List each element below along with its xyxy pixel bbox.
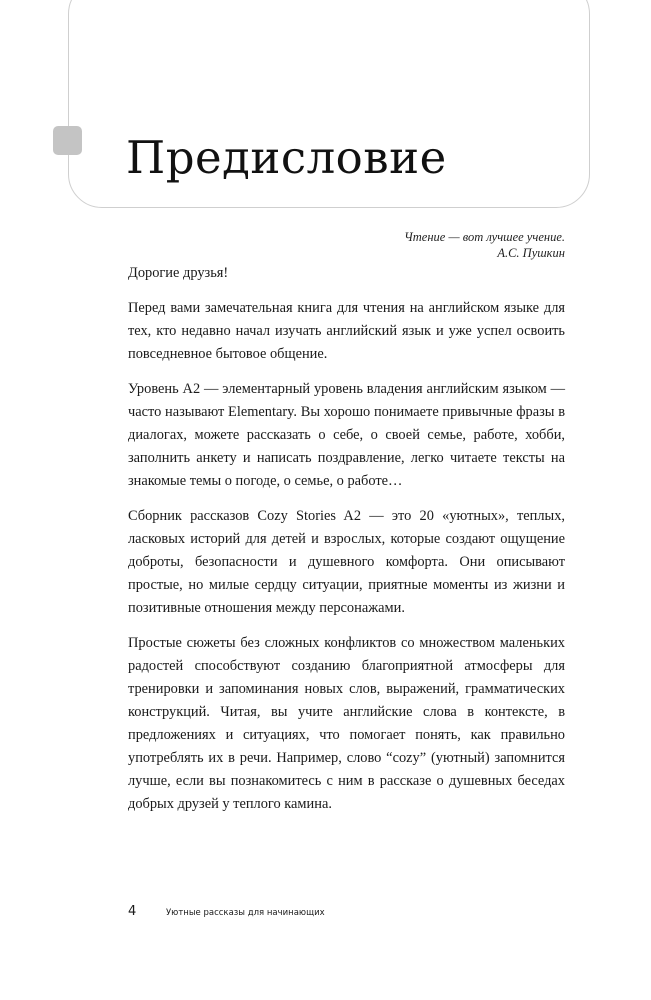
paragraph: Сборник рассказов Cozy Stories A2 — это 20 «уютных», теплых, ласковых историй для детей и взрослых, которые создают ощущение доброты, безопасности и душевного комфорта. Они описывают простые, но милые сердцу ситуации, приятные моменты из жизни и позитивные отношения между персонажами. bbox=[128, 508, 565, 616]
paragraph: Уровень A2 — элементарный уровень владения английским языком — часто называют Elementary. Вы хорошо понимаете привычные фразы в диалогах, можете рассказать о себе, о своей семье, работе, хобби, заполнить анкету и написать поздравление, легко читаете тексты на знакомые темы о погоде, о семье, о работе… bbox=[128, 381, 565, 489]
greeting: Дорогие друзья! bbox=[128, 265, 229, 281]
page-number: 4 bbox=[128, 904, 137, 919]
chapter-title: Предисловие bbox=[126, 131, 447, 184]
chapter-marker-square bbox=[53, 126, 82, 155]
running-title: Уютные рассказы для начинающих bbox=[166, 908, 325, 918]
epigraph-author: А.С. Пушкин bbox=[497, 246, 565, 260]
epigraph bbox=[404, 229, 565, 261]
epigraph-quote: Чтение — вот лучшее учение. bbox=[404, 230, 565, 244]
page-footer bbox=[128, 904, 325, 919]
paragraph: Простые сюжеты без сложных конфликтов со множеством маленьких радостей способствуют созданию благоприятной атмосферы для тренировки и запоминания новых слов, выражений, грамматических конструкций. Читая, вы учите английские слова в контексте, в предложениях и ситуациях, что помогает понять, как правильно употреблять их в речи. Например, слово “cozy” (уютный) запомнится лучше, если вы познакомитесь с ним в рассказе о душевных беседах добрых друзей у теплого камина. bbox=[128, 635, 565, 812]
paragraph: Перед вами замечательная книга для чтения на английском языке для тех, кто недавно начал изучать английский язык и уже успел освоить повседневное бытовое общение. bbox=[128, 300, 565, 362]
body-text bbox=[128, 262, 565, 828]
